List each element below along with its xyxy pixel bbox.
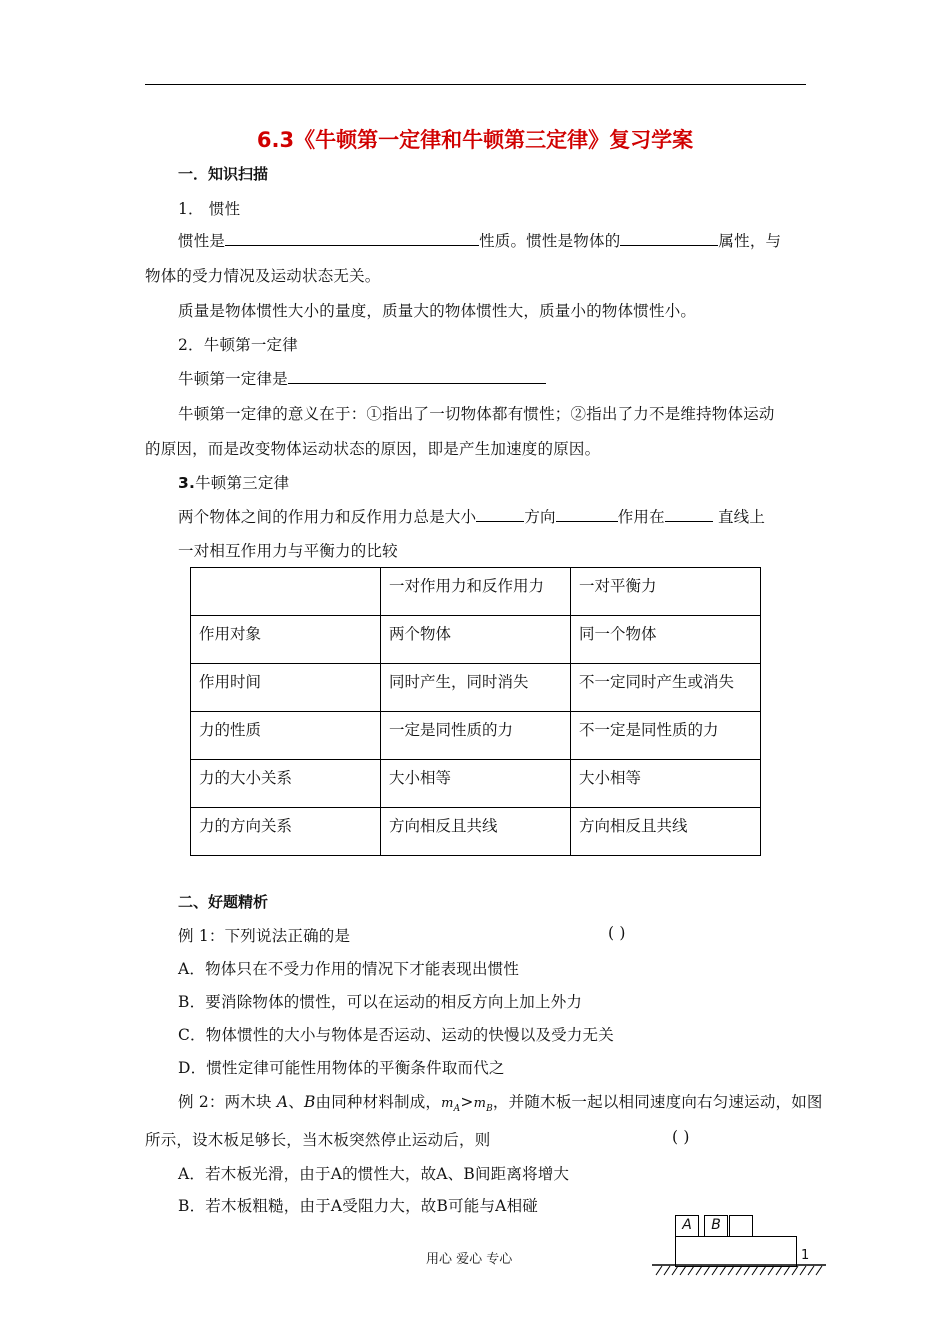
first-law-blank[interactable]: [288, 367, 546, 384]
table-cell: 一对平衡力: [571, 568, 761, 616]
ex2-mass-b: m: [473, 1096, 487, 1111]
inertia-text-a: 惯性是: [178, 232, 226, 250]
ex2-text: ，并随木板一起以相同速度向右匀速运动，如图: [492, 1093, 823, 1111]
table-row: [191, 616, 761, 664]
table-row: [191, 664, 761, 712]
inertia-blank-1[interactable]: [225, 229, 479, 246]
block-c: [729, 1215, 753, 1238]
table-cell: 大小相等: [381, 760, 571, 808]
table-row: [191, 808, 761, 856]
first-law-meaning: 牛顿第一定律的意义在于：①指出了一切物体都有惯性；②指出了力不是维持物体运动: [178, 405, 775, 423]
table-cell: 同一个物体: [571, 616, 761, 664]
inertia-blank-2[interactable]: [620, 229, 718, 246]
table-cell: 力的方向关系: [191, 808, 381, 856]
table-cell: 不一定是同性质的力: [571, 712, 761, 760]
page-title: 6.3《牛顿第一定律和牛顿第三定律》复习学案: [256, 128, 694, 152]
table-cell: 方向相反且共线: [381, 808, 571, 856]
inertia-mass-text: 质量是物体惯性大小的量度，质量大的物体惯性大，质量小的物体惯性小。: [178, 302, 697, 320]
table-cell: 方向相反且共线: [571, 808, 761, 856]
header-rule: [145, 84, 806, 85]
block-b: B: [704, 1215, 728, 1238]
table-cell: 力的性质: [191, 712, 381, 760]
ex2-mass-a-sub: A: [453, 1104, 461, 1115]
table-cell: 力的大小关系: [191, 760, 381, 808]
third-law-number: 3.: [178, 474, 196, 492]
inertia-text-b: 性质。惯性是物体的: [479, 232, 621, 250]
table-cell: 大小相等: [571, 760, 761, 808]
ex2-var-b: B: [303, 1093, 316, 1111]
block-a: A: [675, 1215, 699, 1238]
example2-stem-line2: 所示，设木板足够长，当木板突然停止运动后，则: [145, 1131, 491, 1149]
third-law-text-c: 作用在: [617, 508, 665, 526]
table-cell: 同时产生，同时消失: [381, 664, 571, 712]
first-law-text: 牛顿第一定律是: [178, 370, 288, 388]
third-law-blank-3[interactable]: [665, 505, 713, 522]
table-header-row: [191, 568, 761, 616]
example1-option-c[interactable]: C．物体惯性的大小与物体是否运动、运动的快慢以及受力无关: [178, 1026, 614, 1044]
section-heading-knowledge: 一．知识扫描: [178, 165, 269, 183]
inertia-text-c: 属性，与: [718, 232, 782, 250]
example2-option-a[interactable]: A．若木板光滑，由于A的惯性大，故A、B间距离将增大: [178, 1165, 570, 1183]
third-law-blank-1[interactable]: [476, 505, 524, 522]
table-cell: [191, 568, 381, 616]
table-cell: 两个物体: [381, 616, 571, 664]
comparison-table: [190, 567, 761, 856]
example1-answer-paren[interactable]: ( ): [608, 924, 626, 942]
example2-answer-paren[interactable]: ( ): [672, 1128, 690, 1146]
third-law-blank-2[interactable]: [556, 505, 618, 522]
table-cell: 一定是同性质的力: [381, 712, 571, 760]
section-heading-examples: 二、好题精析: [178, 893, 269, 911]
table-cell: 作用对象: [191, 616, 381, 664]
third-law-text-a: 两个物体之间的作用力和反作用力总是大小: [178, 508, 477, 526]
ex2-mass-a: m: [441, 1096, 454, 1111]
third-law-text-d: 直线上: [712, 508, 766, 526]
subheading-third-law: [178, 471, 289, 493]
example1-option-d[interactable]: D．惯性定律可能性用物体的平衡条件取而代之: [178, 1059, 505, 1077]
third-law-text-b: 方向: [524, 508, 556, 526]
ex2-gt: >: [460, 1093, 474, 1111]
table-cell: 不一定同时产生或消失: [571, 664, 761, 712]
example2-option-b[interactable]: B．若木板粗糙，由于A受阻力大，故B可能与A相碰: [178, 1197, 538, 1215]
ex2-mass-b-sub: B: [486, 1104, 493, 1115]
subheading-inertia: 1． 惯性: [178, 200, 241, 218]
example1-stem: 例 1：下列说法正确的是: [178, 927, 351, 945]
ex2-text: 例 2：两木块: [178, 1093, 277, 1111]
example1-option-a[interactable]: A．物体只在不受力作用的情况下才能表现出惯性: [178, 960, 520, 978]
board-plank: [675, 1236, 797, 1267]
third-law-label: 牛顿第三定律: [195, 474, 290, 492]
table-row: [191, 712, 761, 760]
third-law-line: [178, 505, 765, 527]
first-law-line: [178, 367, 546, 389]
ex2-sep: 、: [288, 1093, 304, 1111]
first-law-meaning-cont: 的原因，而是改变物体运动状态的原因，即是产生加速度的原因。: [145, 440, 601, 458]
inertia-definition-line: [178, 229, 781, 251]
table-cell: 一对作用力和反作用力: [381, 568, 571, 616]
ex2-text: 由同种材料制成，: [315, 1093, 442, 1111]
subheading-first-law: 2．牛顿第一定律: [178, 336, 298, 354]
example1-option-b[interactable]: B．要消除物体的惯性，可以在运动的相反方向上加上外力: [178, 993, 583, 1011]
footer-motto: 用心 爱心 专心: [426, 1252, 513, 1267]
compare-title: 一对相互作用力与平衡力的比较: [178, 542, 398, 560]
example2-stem-line1: [178, 1090, 823, 1114]
page-number: 1: [801, 1248, 810, 1263]
ground-hatch: [652, 1264, 828, 1276]
table-row: [191, 760, 761, 808]
ex2-var-a: A: [276, 1093, 289, 1111]
inertia-definition-cont: 物体的受力情况及运动状态无关。: [145, 267, 381, 285]
table-cell: 作用时间: [191, 664, 381, 712]
